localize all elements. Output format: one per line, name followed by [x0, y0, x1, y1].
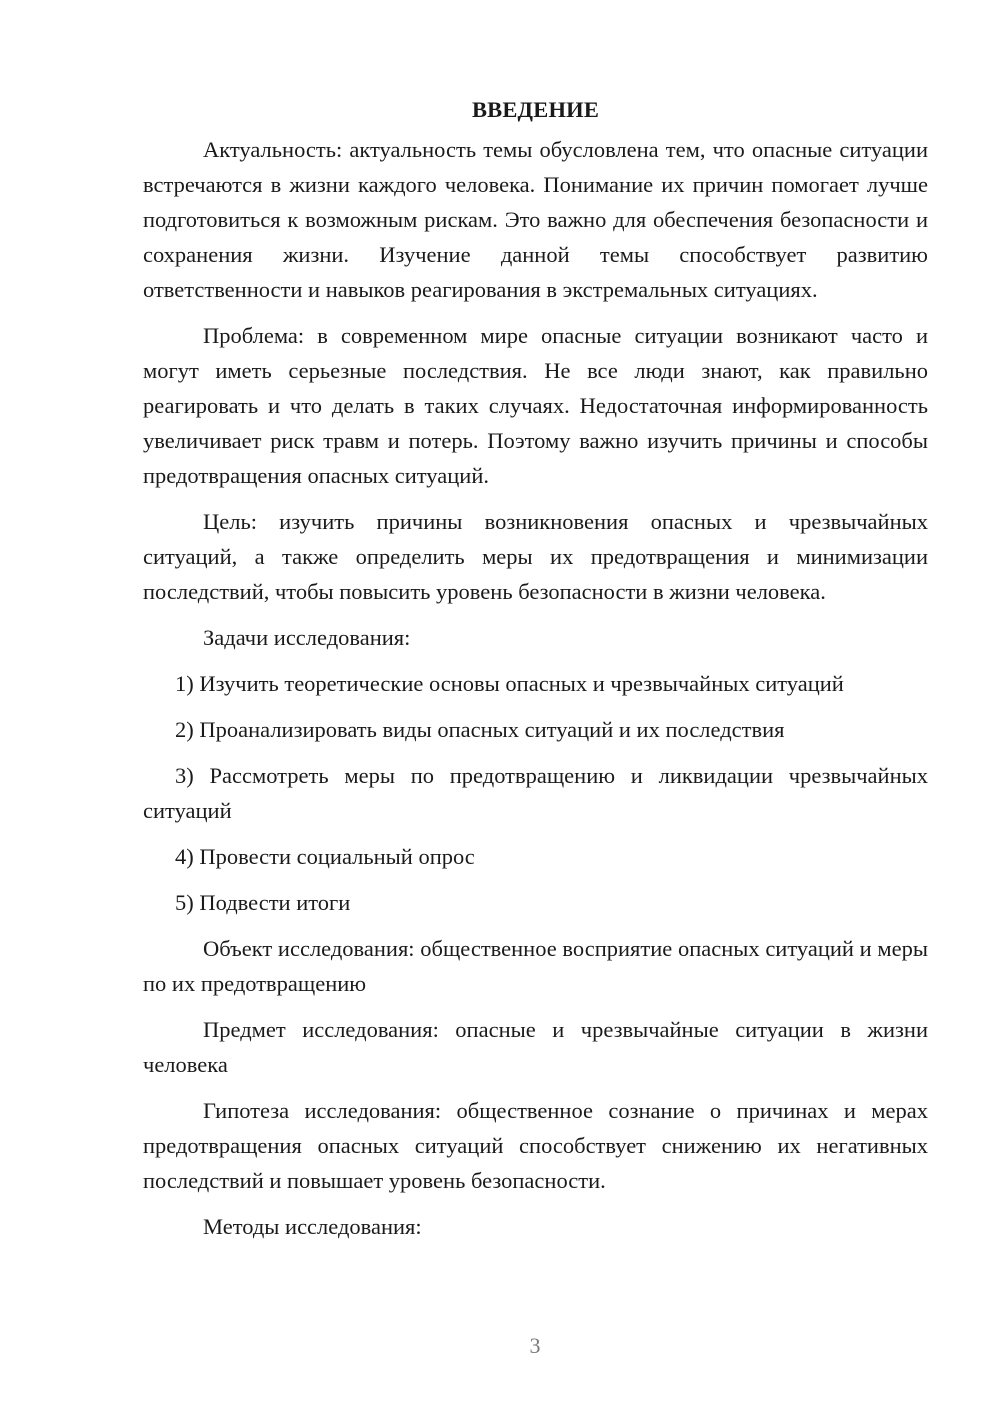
page-number: 3	[529, 1333, 541, 1358]
page-title: ВВЕДЕНИЕ	[471, 97, 600, 122]
task-item-4: 4) Провести социальный опрос	[175, 844, 475, 869]
object-paragraph: Объект исследования: общественное восприятие опасных ситуаций и меры по их предотвращению	[143, 936, 928, 996]
goal-paragraph: Цель: изучить причины возникновения опасных и чрезвычайных ситуаций, а также определить меры их предотвращения и минимизации последствий, чтобы повысить уровень безопасности в жизни человека.	[143, 509, 928, 604]
task-item-1: 1) Изучить теоретические основы опасных и чрезвычайных ситуаций	[175, 671, 844, 696]
relevance-paragraph: Актуальность: актуальность темы обусловлена тем, что опасные ситуации встречаются в жизни каждого человека. Понимание их причин помогает лучше подготовиться к возможным рискам. Это важно для обеспечения безопасности и сохранения жизни. Изучение данной темы способствует развитию ответственности и навыков реагирования в экстремальных ситуациях.	[143, 137, 928, 302]
hypothesis-paragraph: Гипотеза исследования: общественное сознание о причинах и мерах предотвращения опасных ситуаций способствует снижению их негативных последствий и повышает уровень безопасности.	[143, 1098, 928, 1193]
subject-paragraph: Предмет исследования: опасные и чрезвычайные ситуации в жизни человека	[143, 1017, 928, 1077]
task-item-5: 5) Подвести итоги	[175, 890, 351, 915]
tasks-title: Задачи исследования:	[203, 625, 411, 650]
problem-paragraph: Проблема: в современном мире опасные ситуации возникают часто и могут иметь серьезные последствия. Не все люди знают, как правильно реагировать и что делать в таких случаях. Недостаточная информированность увеличивает риск травм и потерь. Поэтому важно изучить причины и способы предотвращения опасных ситуаций.	[143, 323, 928, 488]
task-item-3: 3) Рассмотреть меры по предотвращению и ликвидации чрезвычайных ситуаций	[143, 763, 928, 823]
methods-title: Методы исследования:	[203, 1214, 422, 1239]
task-item-2: 2) Проанализировать виды опасных ситуаций и их последствия	[175, 717, 785, 742]
document-page	[143, 92, 928, 1255]
